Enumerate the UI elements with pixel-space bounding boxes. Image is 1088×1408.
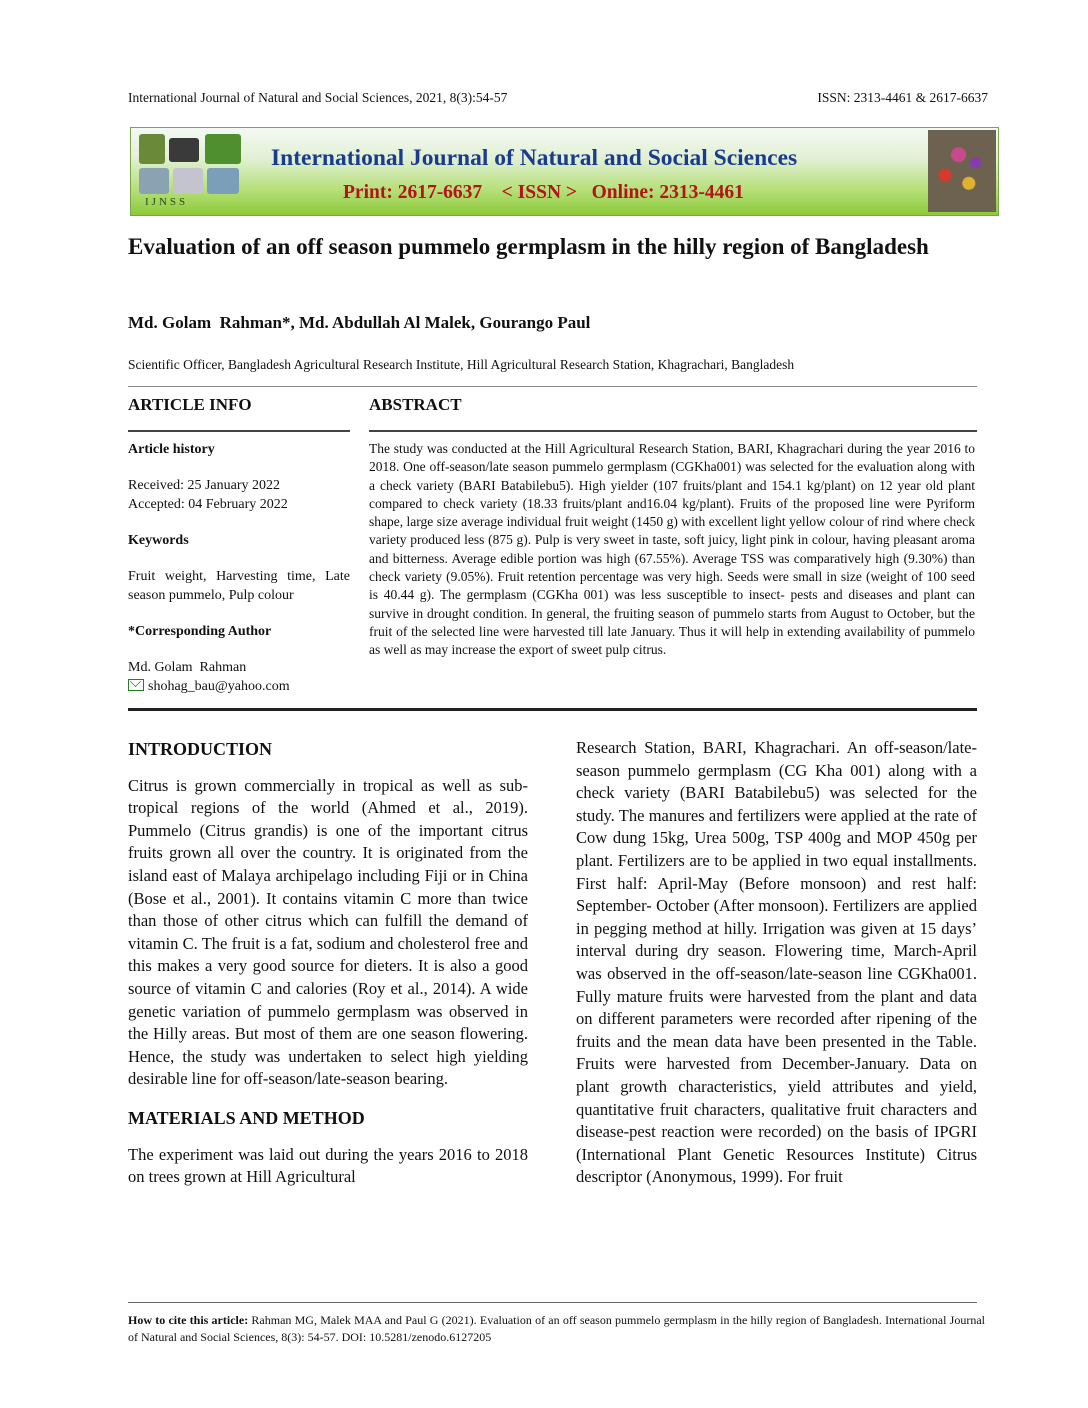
corresponding-email[interactable]: shohag_bau@yahoo.com: [148, 679, 290, 694]
article-info: [128, 440, 350, 696]
introduction-text: Citrus is grown commercially in tropical as well as sub-tropical regions of the world (Ahmed et al., 2019). Pummelo (Citrus grandis) is one of the important citrus fruits grown all over the country. It is originated from the island east of Malaya archipelago including Fiji or in China (Bose et al., 2001). It contains vitamin C more than twice than those of other citrus which can fulfill the demand of vitamin C. The fruit is a fat, sodium and cholesterol free and this makes a very good source for dieters. It is also a good source of vitamin C and calories (Roy et al., 2014). A wide genetic variation of pummelo germplasm was observed in the Hilly areas. But most of them are one season flowering. Hence, the study was undertaken to select high yielding desirable line for off-season/late-season bearing.: [128, 775, 528, 1089]
citation-text: Rahman MG, Malek MAA and Paul G (2021). Evaluation of an off season pummelo germplasm in the hilly region of Bangladesh. International Journal of Natural and Social Sciences, 8(3): 54-57. DOI: 10.5281/zenodo.6127205: [128, 1313, 985, 1344]
abstract-heading: ABSTRACT: [369, 395, 462, 414]
divider: [128, 386, 977, 387]
materials-text-left: The experiment was laid out during the years 2016 to 2018 on trees grown at Hill Agricultural: [128, 1144, 528, 1187]
divider: [128, 1302, 977, 1303]
divider: [128, 430, 350, 432]
journal-banner: [130, 127, 999, 216]
right-column: [576, 737, 977, 1189]
corresponding-author-label: *Corresponding Author: [128, 624, 272, 639]
article-info-heading: ARTICLE INFO: [128, 395, 252, 414]
article-history-label: Article history: [128, 442, 215, 457]
keywords: Fruit weight, Harvesting time, Late season pummelo, Pulp colour: [128, 569, 350, 603]
introduction-heading: INTRODUCTION: [128, 739, 273, 759]
banner-logo-text: IJNSS: [145, 196, 189, 208]
divider: [128, 708, 977, 711]
affiliation: Scientific Officer, Bangladesh Agricultural Research Institute, Hill Agricultural Research Station, Khagrachari, Bangladesh: [128, 357, 795, 372]
left-column: [128, 738, 528, 1189]
banner-flower-image: [928, 130, 996, 212]
banner-issn-line: Print: 2617-6637 < ISSN > Online: 2313-4461: [343, 182, 744, 203]
author-list: Md. Golam Rahman*, Md. Abdullah Al Malek, Gourango Paul: [128, 313, 591, 332]
materials-text-right: Research Station, BARI, Khagrachari. An off-season/late-season pummelo germplasm (CG Kha 001) along with a check variety (BARI Batabilebu5) was selected for the study. The manures and fertilizers were applied at the rate of Cow dung 15kg, Urea 500g, TSP 400g and MOP 450g per plant. Fertilizers are to be applied in two equal installments. First half: April-May (Before monsoon) and rest half: September- October (After monsoon). Fertilizers are applied in pegging method at hilly. Irrigation was given at 15 days’ interval during dry season. Flowering time, March-April was observed in the off-season/late-season line CGKha001. Fully mature fruits were harvested from the plant and data on different parameters were recorded after ripening of the fruits and the mean data have been presented in the Table. Fruits were harvested from December-January. Data on plant growth characteristics, yield attributes and yield, quantitative fruit characters, qualitative fruit characters and disease-pest reaction were recorded) on the basis of IPGRI (International Plant Genetic Resources Institute) Citrus descriptor (Anonymous, 1999). For fruit: [576, 738, 977, 1187]
accepted-date: Accepted: 04 February 2022: [128, 497, 288, 512]
citation: [128, 1312, 985, 1345]
materials-heading: MATERIALS AND METHOD: [128, 1107, 365, 1128]
abstract-text: The study was conducted at the Hill Agricultural Research Station, BARI, Khagrachari during the year 2016 to 2018. One off-season/late season pummelo germplasm (CGKha001) was selected for the evaluation along with a check variety (BARI Batabilebu5). High yielder (107 fruits/plant and 154.1 kg/plant) on 12 year old plant compared to check variety (18.33 fruits/plant and16.04 kg/plant). Fruits of the proposed line were Pyriform shape, large size average individual fruit weight (1450 g) with excellent light yellow colour of rind where check variety produced less (875 g). Pulp is very sweet in taste, soft juicy, light pink in colour, having pleasant aroma and bitterness. Average edible portion was high (67.55%). Average TSS was comparatively high (9.30%) than check variety (9.05%). Fruit retention percentage was very high. Seeds were small in size (weight of 100 seed is 40.44 g). The germplasm (CGKha 001) was less susceptible to insect- pests and diseases and plant can survive in drought condition. In general, the fruiting season of pummelo starts from August to October, but the fruit of the selected line were harvested till late January. Thus it will help in extending availability of pummelo as well as may increase the export of sweet pulp citrus.: [369, 441, 975, 658]
running-header-left: International Journal of Natural and Social Sciences, 2021, 8(3):54-57: [128, 90, 508, 105]
banner-journal-name: International Journal of Natural and Social Sciences: [271, 145, 798, 171]
article-title: Evaluation of an off season pummelo germplasm in the hilly region of Bangladesh: [128, 234, 929, 259]
email-row: [128, 677, 350, 696]
divider: [369, 430, 977, 432]
received-date: Received: 25 January 2022: [128, 478, 281, 493]
keywords-label: Keywords: [128, 533, 189, 548]
email-icon: [128, 679, 144, 691]
running-header-right: ISSN: 2313-4461 & 2617-6637: [817, 90, 988, 105]
corresponding-author-name: Md. Golam Rahman: [128, 660, 247, 675]
citation-label: How to cite this article:: [128, 1313, 249, 1327]
